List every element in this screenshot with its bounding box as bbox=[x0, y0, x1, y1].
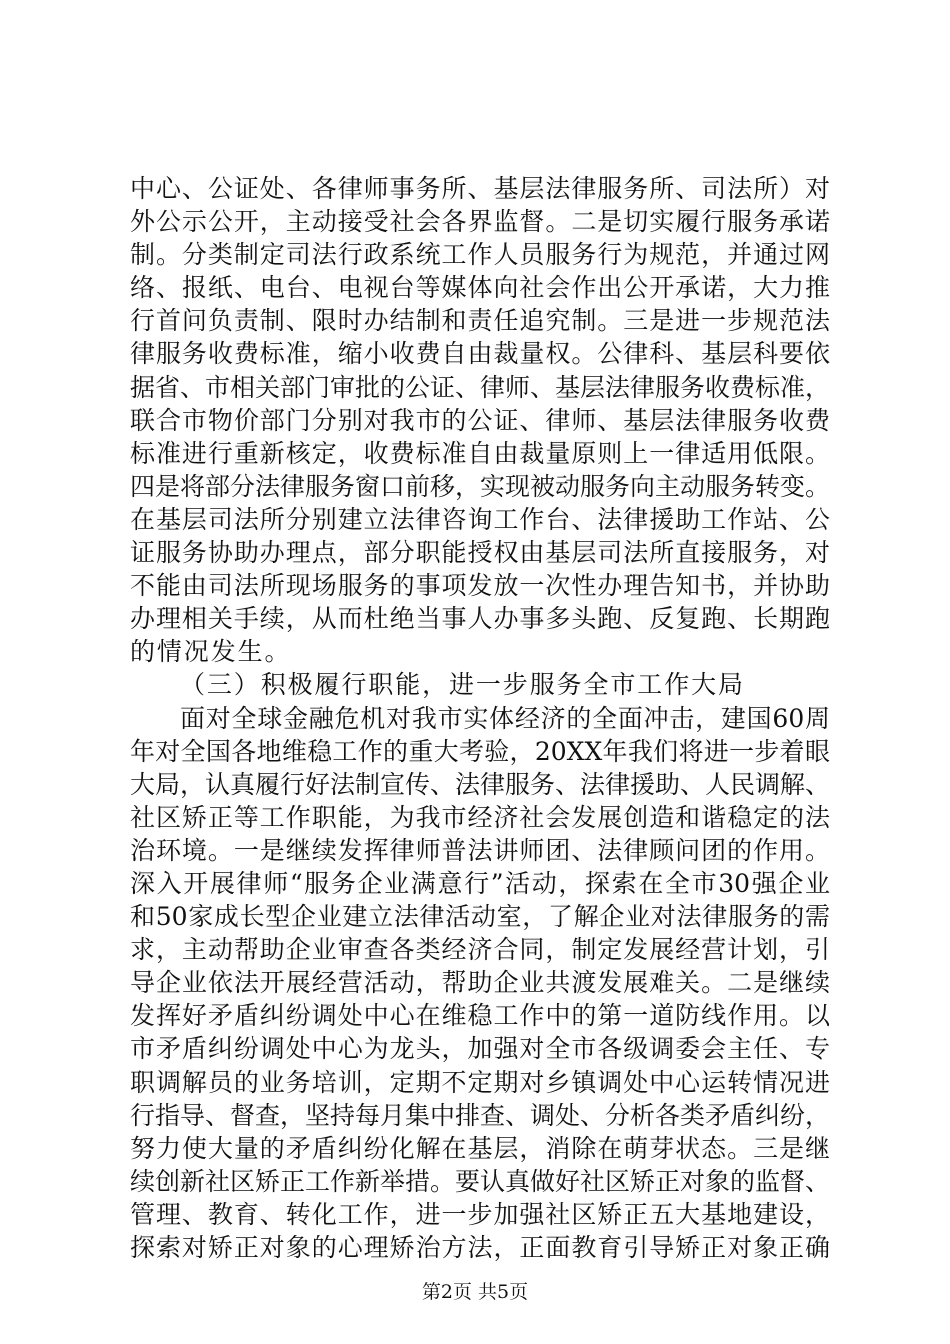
text-line: 在基层司法所分别建立法律咨询工作台、法律援助工作站、公 bbox=[130, 504, 830, 534]
text-line: 管理、教育、转化工作，进一步加强社区矫正五大基地建设， bbox=[130, 1199, 830, 1229]
text-line: 治环境。一是继续发挥律师普法讲师团、法律顾问团的作用。 bbox=[130, 835, 830, 865]
text-line: 探索对矫正对象的心理矫治方法，正面教育引导矫正对象正确 bbox=[130, 1233, 830, 1262]
text-line: 市矛盾纠纷调处中心为龙头，加强对全市各级调委会主任、专 bbox=[130, 1034, 830, 1064]
text-line: 不能由司法所现场服务的事项发放一次性办理告知书，并协助 bbox=[130, 571, 830, 601]
text-line: （三）积极履行职能，进一步服务全市工作大局 bbox=[180, 670, 745, 700]
text-line: 大局，认真履行好法制宣传、法律服务、法律援助、人民调解、 bbox=[130, 769, 831, 799]
text-line: 办理相关手续，从而杜绝当事人办事多头跑、反复跑、长期跑 bbox=[130, 604, 830, 634]
text-line: 续创新社区矫正工作新举措。要认真做好社区矫正对象的监督、 bbox=[130, 1166, 831, 1196]
text-line: 深入开展律师“服务企业满意行”活动，探索在全市30强企业 bbox=[130, 868, 830, 898]
text-line: 据省、市相关部门审批的公证、律师、基层法律服务收费标准， bbox=[130, 372, 831, 402]
text-line: 四是将部分法律服务窗口前移，实现被动服务向主动服务转变。 bbox=[130, 471, 831, 501]
text-line: 求，主动帮助企业审查各类经济合同，制定发展经营计划，引 bbox=[130, 935, 830, 965]
text-line: 导企业依法开展经营活动，帮助企业共渡发展难关。二是继续 bbox=[130, 968, 830, 998]
text-line: 制。分类制定司法行政系统工作人员服务行为规范，并通过网 bbox=[130, 240, 830, 270]
page-footer: 第2页 共5页 bbox=[421, 1281, 529, 1303]
text-line: 络、报纸、电台、电视台等媒体向社会作出公开承诺，大力推 bbox=[130, 273, 830, 303]
text-line: 的情况发生。 bbox=[130, 637, 292, 667]
text-line: 行指导、督查，坚持每月集中排查、调处、分析各类矛盾纠纷， bbox=[130, 1100, 831, 1130]
text-line: 联合市物价部门分别对我市的公证、律师、基层法律服务收费 bbox=[130, 405, 830, 435]
text-line: 年对全国各地维稳工作的重大考验，20XX年我们将进一步着眼 bbox=[130, 736, 830, 766]
text-line: 标准进行重新核定，收费标准自由裁量原则上一律适用低限。 bbox=[130, 438, 830, 468]
text-line: 职调解员的业务培训，定期不定期对乡镇调处中心运转情况进 bbox=[130, 1067, 830, 1097]
text-line: 努力使大量的矛盾纠纷化解在基层，消除在萌芽状态。三是继 bbox=[130, 1133, 830, 1163]
text-line: 证服务协助办理点，部分职能授权由基层司法所直接服务，对 bbox=[130, 538, 830, 568]
text-line: 社区矫正等工作职能，为我市经济社会发展创造和谐稳定的法 bbox=[130, 802, 830, 832]
document-body bbox=[130, 172, 830, 1264]
text-line: 和50家成长型企业建立法律活动室，了解企业对法律服务的需 bbox=[130, 902, 830, 932]
text-line: 外公示公开，主动接受社会各界监督。二是切实履行服务承诺 bbox=[130, 207, 830, 237]
text-line: 中心、公证处、各律师事务所、基层法律服务所、司法所）对 bbox=[130, 174, 830, 203]
text-line: 面对全球金融危机对我市实体经济的全面冲击，建国60周 bbox=[180, 703, 830, 733]
text-line: 律服务收费标准，缩小收费自由裁量权。公律科、基层科要依 bbox=[130, 339, 830, 369]
text-line: 发挥好矛盾纠纷调处中心在维稳工作中的第一道防线作用。以 bbox=[130, 1001, 830, 1031]
text-line: 行首问负责制、限时办结制和责任追究制。三是进一步规范法 bbox=[130, 306, 830, 336]
